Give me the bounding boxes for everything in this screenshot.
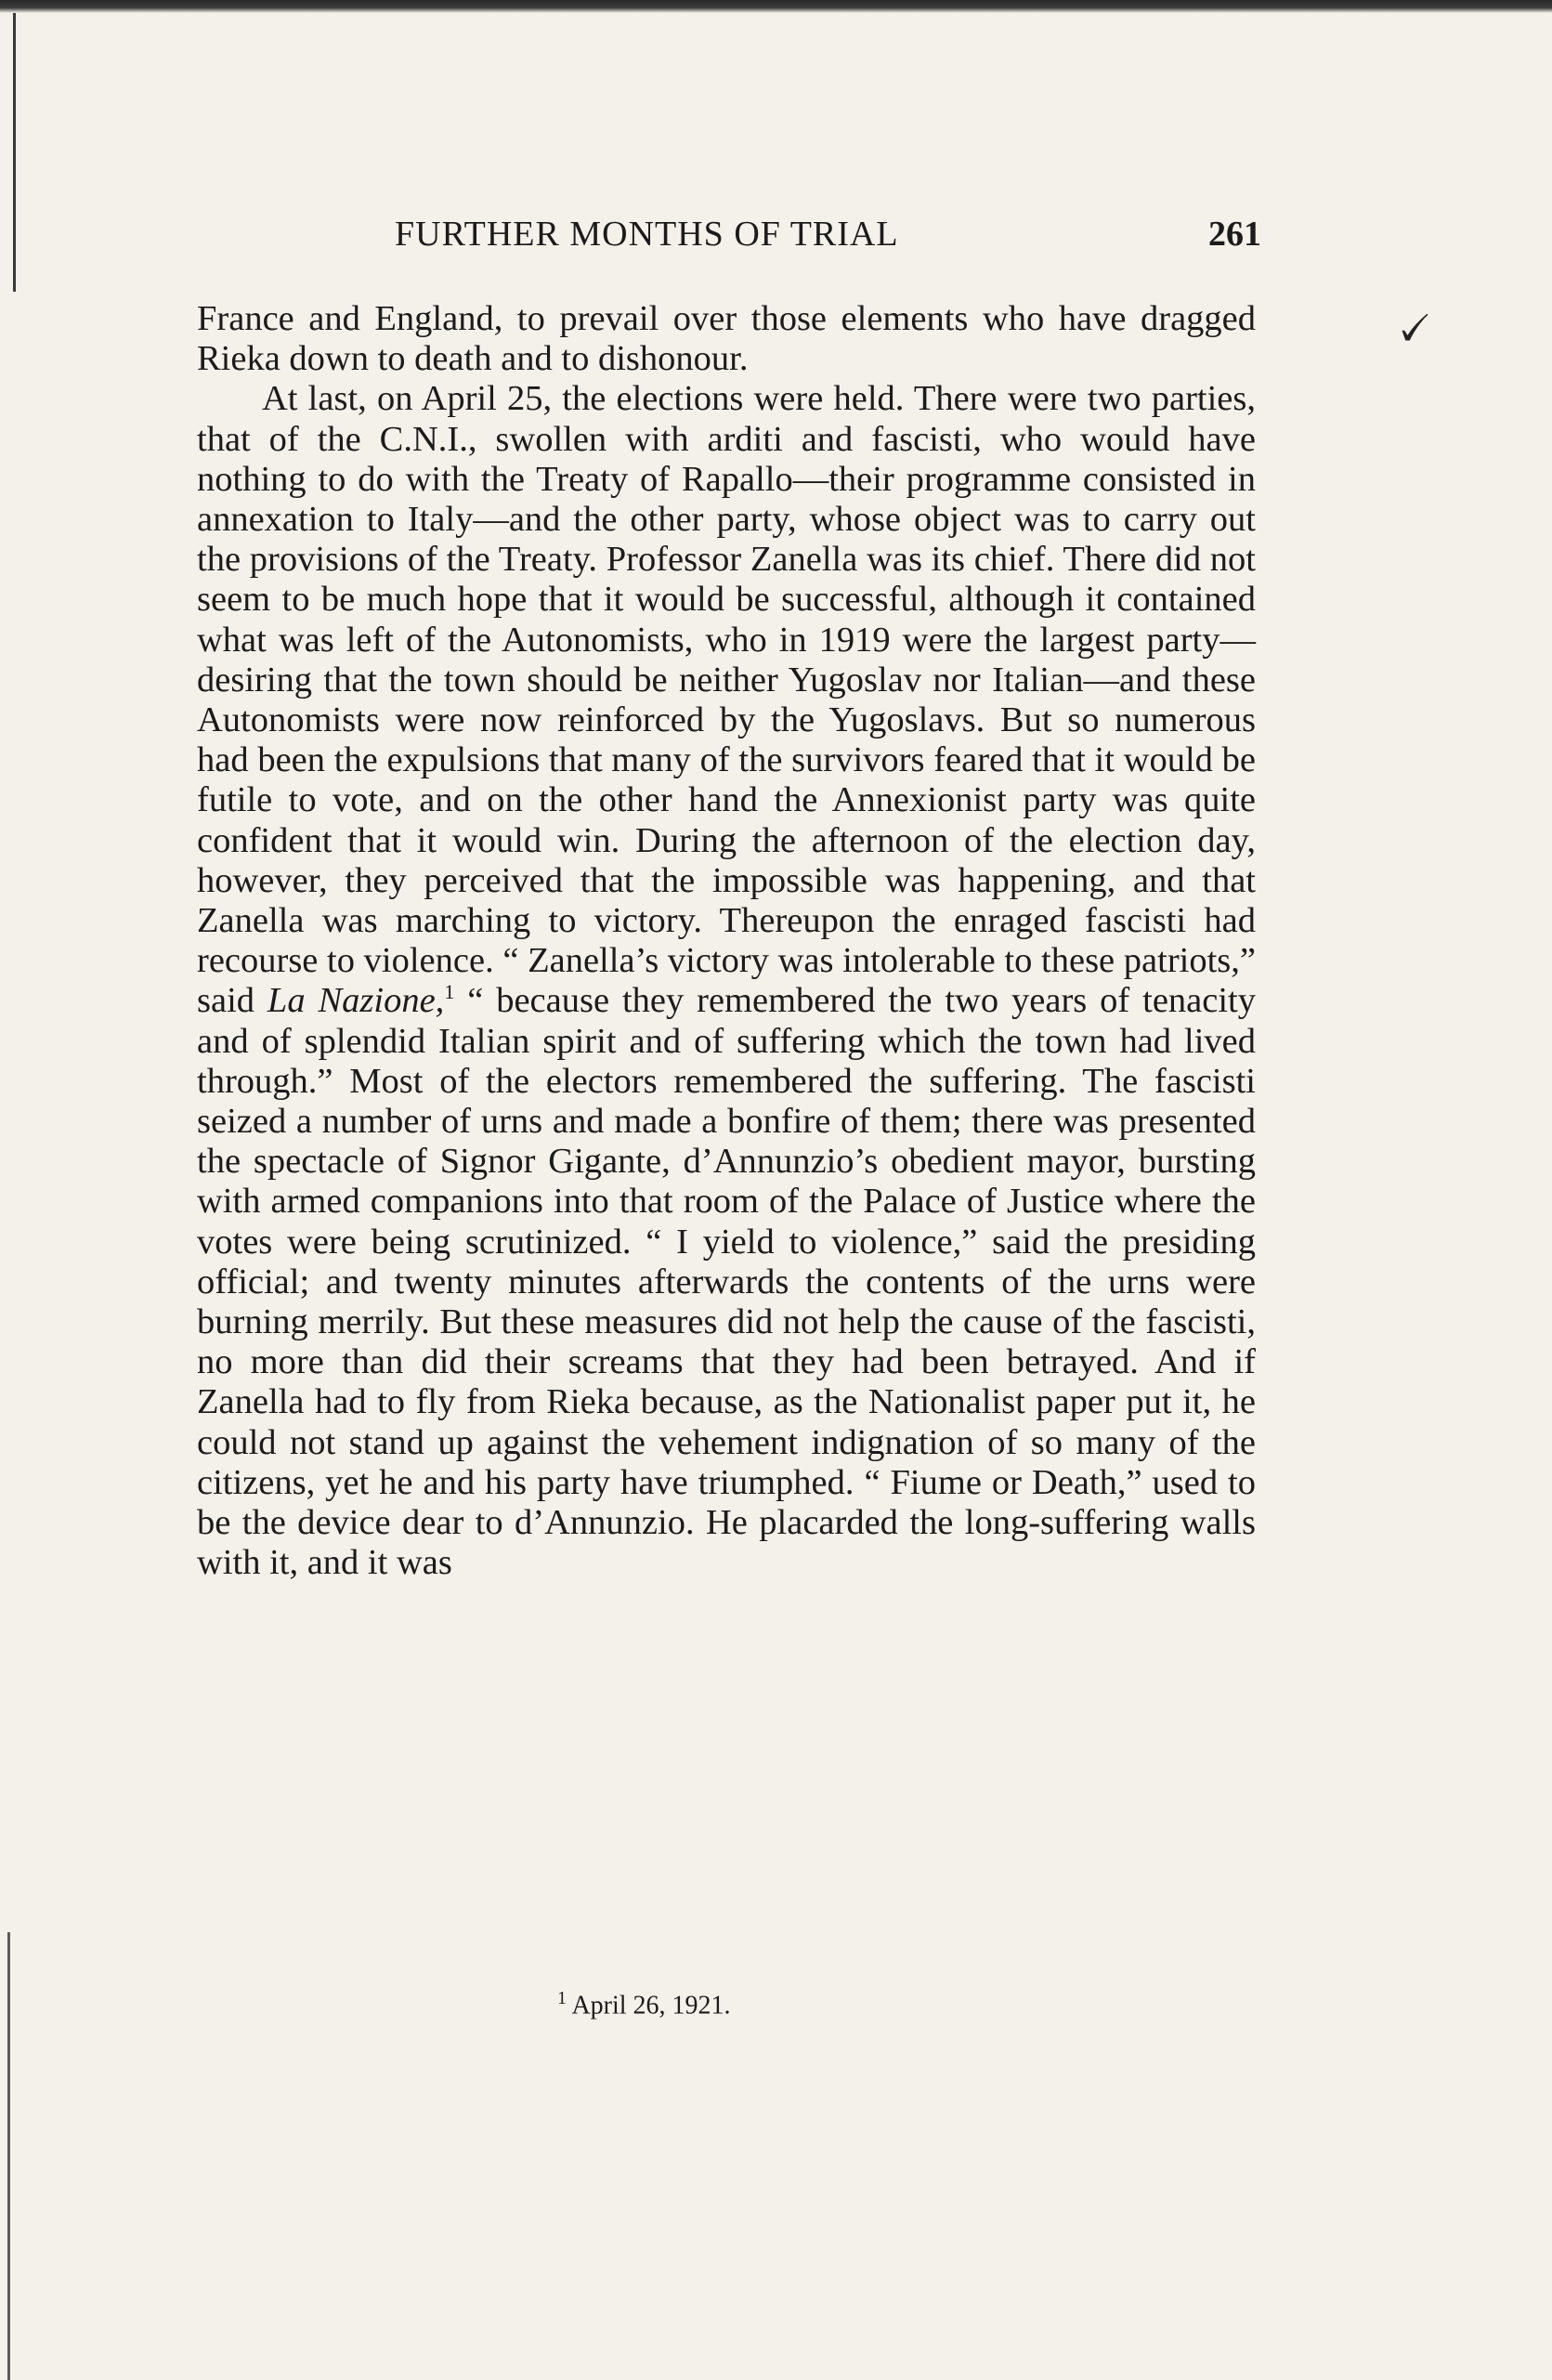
footnote-reference: 1: [444, 980, 455, 1004]
scan-binding-shadow-lower: [7, 1932, 10, 2380]
running-title: FURTHER MONTHS OF TRIAL: [395, 215, 899, 254]
paragraph-2-part-b: “ because they remembered the two years of tenacity and of splendid Italian spirit and of suffering which the town had lived through.” Most of the electors remembered the suffering. The fascisti seized a number of urns and made a bonfire of them; there was presented the spectacle of Signor Gigante, d’Annunzio’s obedient mayor, bursting with armed companions into that room of the Palace of Justice where the votes were being scrutinized. “ I yield to violence,” said the presiding official; and twenty minutes afterwards the contents of the urns were burning merrily. But these measures did not help the cause of the fascisti, no more than did their screams that they had been betrayed. And if Zanella had to fly from Rieka because, as the Nationalist paper put it, he could not stand up against the vehement indignation of so many of the citizens, yet he and his party have triumphed. “ Fiume or Death,” used to be the device dear to d’Annunzio. He placarded the long-suffering walls with it, and it was: [197, 981, 1256, 1583]
page-number: 261: [1208, 215, 1261, 254]
ink-mark-icon: 🗸: [1393, 297, 1432, 359]
body-text: [197, 299, 1256, 1584]
footnote: [557, 1988, 731, 2020]
paragraph-2: [197, 379, 1256, 1583]
page-header: [195, 214, 1261, 269]
paragraph-1: France and England, to prevail over those elements who have dragged Rieka down to death and to dishonour.: [197, 299, 1256, 379]
footnote-text: April 26, 1921.: [567, 1991, 731, 2020]
scan-top-edge: [0, 0, 1552, 13]
footnote-marker: 1: [557, 1988, 567, 2008]
cited-source: La Nazione,: [267, 981, 445, 1021]
paragraph-2-part-a: At last, on April 25, the elections were held. There were two parties, that of the C.N.I., swollen with arditi and fascisti, who would have nothing to do with the Treaty of Rapallo—their programme consisted in annexation to Italy—and the other party, whose object was to carry out the provisions of the Treaty. Professor Zanella was its chief. There did not seem to be much hope that it would be successful, although it contained what was left of the Autonomists, who in 1919 were the largest party—desiring that the town should be neither Yugoslav nor Italian—and these Autonomists were now reinforced by the Yugoslavs. But so numerous had been the expulsions that many of the survivors feared that it would be futile to vote, and on the other hand the Annexionist party was quite confident that it would win. During the afternoon of the election day, however, they perceived that the impossible was happening, and that Zanella was marching to victory. Thereupon the enraged fascisti had recourse to violence. “ Zanella’s victory was intolerable to these patriots,” said: [197, 379, 1256, 1021]
scan-binding-shadow: [13, 13, 16, 292]
